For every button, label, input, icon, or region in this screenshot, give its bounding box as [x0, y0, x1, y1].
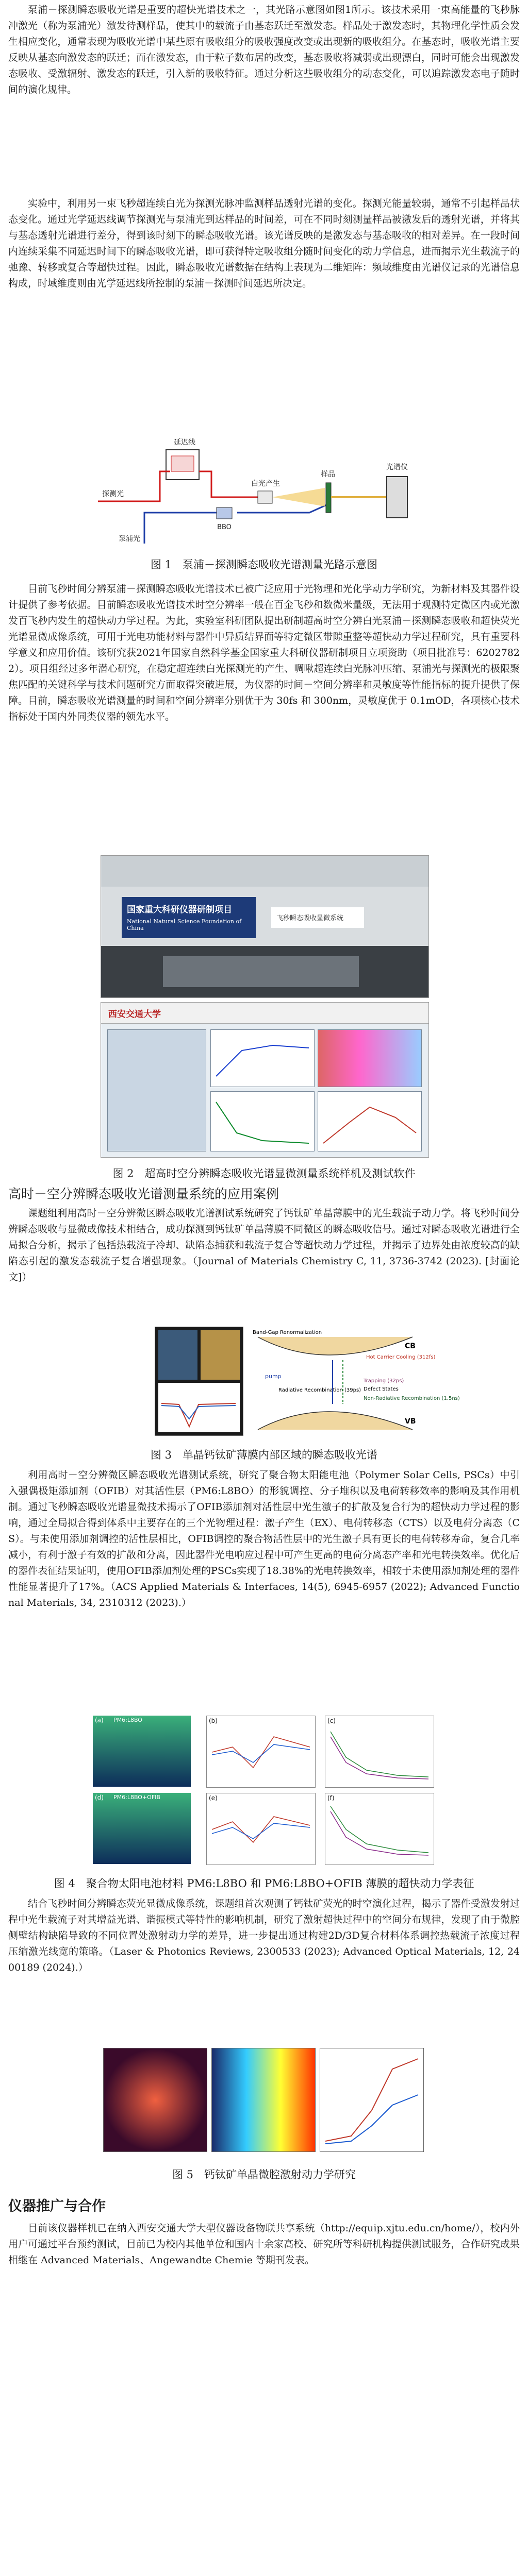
figure-4-panel-c	[325, 1716, 434, 1788]
figure-2-caption: 图 2 超高时空分辨瞬态吸收光谱显微测量系统样机及测试软件	[112, 1167, 416, 1180]
trapping-label: Trapping (32ps)	[364, 1378, 404, 1384]
software-plot-3	[318, 1091, 422, 1151]
panel-d-legend: PM6:L8BO+OFIB	[113, 1794, 160, 1801]
promotion-paragraph: 目前该仪器样机已在纳入西安交通大学大型仪器设备物联共享系统（http://equip.xjtu.edu.cn/home/），校内外用户可通过平台预约测试，目前已为校内其他单位和国内十余家高校、研究所等科研机构提供测试服务，合作研究成果相继在 Advanced Materials、Angewandte Chemie 等期刊发表。	[8, 2223, 520, 2266]
valence-band	[258, 1412, 412, 1430]
figure-4-panel-d	[93, 1793, 191, 1864]
software-control-panel	[107, 1029, 206, 1151]
project-sign	[122, 897, 256, 938]
software-header	[101, 1003, 428, 1024]
pump-label: 泵浦光	[119, 535, 140, 543]
white-light-crystal	[258, 491, 272, 503]
pump-arrow-label: pump	[265, 1373, 282, 1380]
figure-2-instrument-photo	[101, 855, 429, 998]
cb-label: CB	[405, 1342, 416, 1350]
probe-label: 探测光	[102, 490, 124, 498]
lasing-paragraph: 结合飞秒时间分辨瞬态荧光显微成像系统，课题组首次观测了钙钛矿荧光的时空演化过程，揭示了器件受激发射过程中光生载流子对其增益光谱、谐振模式等特性的影响机制，研究了激射超快过程中的空间分布规律，发现了由于微腔侧壁结构缺陷导致的不同位置处激射动力学的差异，进一步提出通过构建2D/3D复合材料体系调控热载流子浓度过程压缩激光线宽的策略。（Laser & Photonics Reviews, 2300533 (2023); Advanced Optical Materials, 12, 2400189 (2024).）	[8, 1898, 520, 1973]
delay-line-label: 延迟线	[174, 438, 195, 447]
figure-4-panel-a	[93, 1716, 191, 1787]
conduction-band	[258, 1337, 412, 1355]
figure-4-panels	[93, 1716, 433, 1865]
system-logo: 飞秒瞬态吸收显微系统	[271, 907, 364, 928]
figure-5-panels	[103, 2048, 423, 2156]
spectrometer-label: 光谱仪	[386, 463, 408, 471]
sample-label: 样品	[321, 470, 335, 479]
radiative-label: Radiative Recombination (39ps)	[278, 1387, 361, 1393]
panel-a-label: (a)	[95, 1717, 104, 1724]
white-light-beam	[272, 488, 325, 506]
software-plot-1	[210, 1029, 315, 1087]
figure-1-caption: 图 1 泵浦－探测瞬态吸收光谱测量光路示意图	[150, 558, 378, 571]
panel-c-label: (c)	[327, 1717, 336, 1724]
bandgap-label: Band-Gap Renormalization	[253, 1330, 322, 1335]
figure-4-panel-b	[206, 1716, 316, 1788]
intro-paragraph-1: 泵浦－探测瞬态吸收光谱是重要的超快光谱技术之一，其光路示意图如图1所示。该技术采用一束高能量的飞秒脉冲激光（称为泵浦光）激发待测样品，使其中的载流子由基态跃迁至激发态。样品处于激发态时，其物理化学性质会发生相应变化，通常表现为吸收光谱中某些原有吸收组分的吸收强度改变或出现新的吸收组分。在基态时，吸收光谱主要反映从基态向激发态的跃迁；而在激发态，由于粒子数布居的改变，基态吸收将减弱或出现漂白，同时可能会出现激发态吸收、受激辐射、激发态的跃迁，引入新的吸收特征。通过分析这些吸收组分的动态变化，可以追踪激发态电子随时间的演化规律。	[8, 4, 520, 95]
panel-f-label: (f)	[327, 1794, 335, 1802]
project-sign-subtitle: National Natural Science Foundation of China	[127, 918, 242, 931]
nonradiative-label: Non-Radiative Recombination (1.5ns)	[364, 1396, 460, 1401]
hot-carrier-label: Hot Carrier Cooling (312fs)	[366, 1354, 436, 1360]
figure-5-panel-b	[211, 2048, 316, 2152]
panel-b-label: (b)	[209, 1717, 218, 1724]
figure-1-optical-path	[88, 435, 438, 549]
panel-e-label: (e)	[209, 1794, 218, 1802]
figure-4-panel-f	[325, 1793, 434, 1865]
software-heatmap	[318, 1029, 422, 1087]
pscs-paragraph: 利用高时－空分辨微区瞬态吸收光谱测试系统，研究了聚合物太阳能电池（Polymer Solar Cells, PSCs）中引入强偶极矩添加剂（OFIB）对其活性层（PM6:L8BO）的形貌调控、分子堆积以及电荷转移效率的影响及其作用机制。通过飞秒瞬态吸收光谱显微技术揭示了OFIB添加剂对活性层中光生激子的扩散及复合行为的超快动力学过程的影响，通过全局拟合得到体系中主要存在的三个光物理过程：激子产生（EX）、电荷转移态（CTS）以及电荷分离态（CS）。与未使用添加剂调控的活性层相比，OFIB调控的聚合物活性层中的光生激子具有更长的电荷转移寿命，复合几率减小，有利于激子有效的扩散和分离，因此器件光电响应过程中可产生更高的电荷分离态产率和光电转换效率。优化后的器件表征结果证明，使用OFIB添加剂处理的PSCs实现了18.38%的光电转换效率，相较于未使用添加剂处理的器件性能显著提升了17%。（ACS Applied Materials & Interfaces, 14(5), 6945-6957 (2022); Advanced Functional Materials, 34, 2310312 (2023).）	[8, 1469, 520, 1608]
figure-5-caption: 图 5 钙钛矿单晶微腔激射动力学研究	[172, 2168, 356, 2181]
sample-plate	[326, 483, 331, 513]
vb-label: VB	[405, 1417, 416, 1426]
software-title: 西安交通大学	[108, 1009, 161, 1020]
figure-2-software-screenshot	[101, 1002, 429, 1158]
pump-beam	[144, 513, 217, 544]
figure-5-panel-c	[320, 2048, 424, 2152]
figure-3-caption: 图 3 单晶钙钛矿薄膜内部区域的瞬态吸收光谱	[150, 1449, 378, 1461]
figure-3-microscope-images	[155, 1327, 243, 1436]
section-promotion-heading: 仪器推广与合作	[8, 2198, 106, 2214]
defect-label: Defect States	[364, 1386, 399, 1392]
panel-a-legend: PM6:L8BO	[113, 1717, 142, 1723]
figure-5-panel-a	[103, 2048, 207, 2152]
delay-line-mirror	[171, 456, 194, 471]
intro-paragraph-2: 实验中，利用另一束飞秒超连续白光为探测光脉冲监测样品透射光谱的变化。探测光能量较弱，通常不引起样品状态变化。通过光学延迟线调节探测光与泵浦光到达样品的时间差，可在不同时刻测量样品被激发后的透射光谱，并将其与基态透射光谱进行差分，得到该时刻下的瞬态吸收光谱。该光谱反映的是激发态与基态吸收的相对差异。在一段时间内连续采集不同延迟时间下的瞬态吸收光谱，即可获得特定吸收组分随时间变化的动力学信息，进而揭示光生载流子的弛豫、转移或复合等超快过程。因此，瞬态吸收光谱数据在结构上表现为二维矩阵：频域维度由光谱仪记录的光谱信息构成，时域维度则由光学延迟线所控制的泵浦－探测时间延迟所决定。	[8, 198, 520, 289]
bbo-crystal	[217, 507, 232, 519]
figure-4-panel-e	[206, 1793, 316, 1865]
software-plot-2	[210, 1091, 315, 1151]
instrument-paragraph: 目前飞秒时间分辨泵浦－探测瞬态吸收光谱技术已被广泛应用于光物理和光化学动力学研究，为新材料及其器件设计提供了参考依据。目前瞬态吸收光谱技术时空分辨率一般在百金飞秒和数微米量级，无法用于观测特定微区内或光激发百飞秒内发生的超快动力学过程。为此，实验室科研团队提出研制超高时空分辨白光泵浦－探测瞬态吸收和超快荧光光谱显微成像系统，可用于光电功能材料与器件中异质结界面等特定微区带隙重整等超快动力学过程研究，具有重要科学意义和应用价值。该研究获2021年国家自然科学基金国家重大科研仪器研制项目立项资助（项目批准号：62027822）。项目组经过多年潜心研究，在稳定超连续白光探测光的产生、啁啾超连续白光脉冲压缩、泵浦光与探测光的极限聚焦匹配的关键科学与技术问题研究方面取得突破进展，为仪器的时间－空间分辨率和灵敏度等性能指标的提升提供了保障。目前，瞬态吸收光谱测量的时间和空间分辨率分别优于为 30fs 和 300nm，灵敏度优于 0.1mOD，各项核心技术指标处于国内外同类仪器的领先水平。	[8, 583, 520, 722]
applications-paragraph: 课题组利用高时－空分辨微区瞬态吸收光谱测试系统研究了钙钛矿单晶薄膜中的光生载流子动力学。将飞秒时间分辨瞬态吸收与显微成像技术相结合，成功探测到钙钛矿单晶薄膜不同微区的瞬态吸收信号。通过对瞬态吸收光谱进行全局拟合分析，揭示了包括热载流子冷却、缺陷态捕获和载流子复合等超快动力学过程，并揭示了边界处由浓度较高的缺陷态引起的激发态载流子复合增强现象。（Journal of Materials Chemistry C, 11, 3736-3742 (2023). [封面论文]）	[8, 1208, 520, 1283]
figure-4-caption: 图 4 聚合物太阳电池材料 PM6:L8BO 和 PM6:L8BO+OFIB 薄膜的超快动力学表征	[54, 1877, 474, 1890]
project-sign-title: 国家重大科研仪器研制项目	[127, 905, 232, 915]
figure-3-ta-spectrum	[158, 1383, 240, 1432]
lab-ceiling	[101, 856, 428, 887]
white-light-label: 白光产生	[251, 480, 280, 488]
section-applications-heading: 高时－空分辨瞬态吸收光谱测量系统的应用案例	[8, 1187, 279, 1201]
probe-beam-2	[199, 471, 258, 497]
figure-3-band-diagram	[248, 1327, 460, 1435]
spectrometer-box	[387, 477, 407, 518]
table-equipment	[163, 956, 359, 987]
bbo-label: BBO	[217, 523, 232, 531]
figure-3-image-b	[201, 1330, 240, 1380]
panel-d-label: (d)	[95, 1794, 104, 1801]
figure-3-image-a	[158, 1330, 197, 1380]
